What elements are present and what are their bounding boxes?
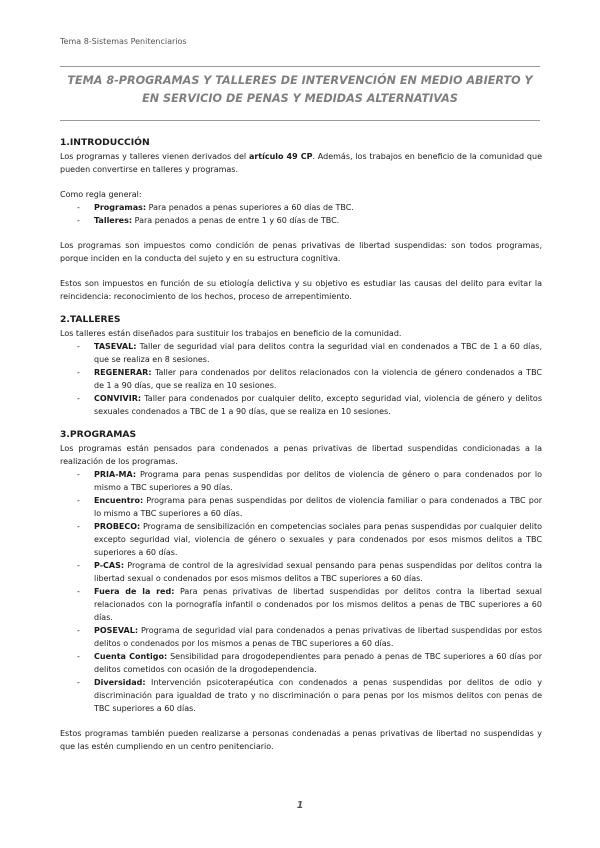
- list-item: - PROBECO: Programa de sensibilización en competencias sociales para penas suspendidas por cualquier delito excepto seguridad vial, violencia de género o sexuales y para condenados por esos mismos delitos a TBC superiores a 60 días.: [60, 520, 542, 559]
- programas-closing: Estos programas también pueden realizarse a personas condenadas a penas privativas de libertad no suspendidas y que las estén cumpliendo en un centro penitenciario.: [60, 729, 542, 751]
- title-bottom-rule: [60, 120, 540, 121]
- list-item: - Encuentro: Programa para penas suspendidas por delitos de violencia familiar o para condenados a TBC por lo mismo a TBC superiores a 60 días.: [60, 494, 542, 520]
- talleres-intro: Los talleres están diseñados para sustituir los trabajos en beneficio de la comunidad.: [60, 329, 402, 338]
- programas-list: [60, 468, 542, 715]
- list-item: - P-CAS: Programa de control de la agresividad sexual pensando para penas suspendidas por delitos contra la libertad sexual o condenados por esos mismos delitos a TBC superiores a 60 días.: [60, 559, 542, 585]
- page-number: 1: [296, 800, 304, 811]
- intro-paragraph-1: Los programas y talleres vienen derivados del artículo 49 CP. Además, los trabajos en beneficio de la comunidad que pueden convertirse en talleres y programas.: [60, 152, 542, 174]
- list-item: - TASEVAL: Taller de seguridad vial para delitos contra la seguridad vial en condenados a TBC de 1 a 60 días, que se realiza en 8 sesiones.: [60, 340, 542, 366]
- section-heading-programas: 3.PROGRAMAS: [60, 429, 137, 440]
- talleres-list: [60, 340, 542, 418]
- list-item: - REGENERAR: Taller para condenados por delitos relacionados con la violencia de género condenados a TBC de 1 a 90 días, que se realiza en 10 sesiones.: [60, 366, 542, 392]
- list-item: - Fuera de la red: Para penas privativas de libertad suspendidas por delitos contra la libertad sexual relacionados con la pornografía infantil o condenados por los mismos delitos a penas de TBC superiores a 60 días.: [60, 585, 542, 624]
- title-top-rule: [60, 66, 540, 67]
- document-title-line-1: TEMA 8-PROGRAMAS Y TALLERES DE INTERVENCIÓN EN MEDIO ABIERTO Y: [67, 74, 533, 87]
- list-item: - Programas: Para penados a penas superiores a 60 días de TBC.: [60, 201, 542, 214]
- document-title-line-2: EN SERVICIO DE PENAS Y MEDIDAS ALTERNATIVAS: [142, 92, 458, 105]
- list-item: - CONVIVIR: Taller para condenados por cualquier delito, excepto seguridad vial, violencia de género y delitos sexuales condenados a TBC de 1 a 90 días, que se realiza en 10 sesiones.: [60, 392, 542, 418]
- intro-list: [60, 201, 542, 227]
- list-item: - Talleres: Para penados a penas de entre 1 y 60 días de TBC.: [60, 214, 542, 227]
- section-heading-talleres: 2.TALLERES: [60, 314, 121, 325]
- document-body: [60, 136, 542, 753]
- list-item: - Diversidad: Intervención psicoterapéutica con condenados a penas suspendidas por delitos de odio y discriminación para igualdad de trato y no discriminación o para penas por los mismos delitos con penas de TBC superiores a 60 días.: [60, 676, 542, 715]
- intro-regla-general: Como regla general:: [60, 190, 142, 199]
- article-reference: artículo 49 CP: [248, 152, 313, 161]
- section-heading-introduccion: 1.INTRODUCCIÓN: [60, 137, 150, 148]
- programas-intro: Los programas están pensados para condenados a penas privativas de libertad suspendidas condicionadas a la realización de los programas.: [60, 444, 542, 466]
- document-title: [60, 72, 540, 108]
- intro-paragraph-2: Los programas son impuestos como condición de penas privativas de libertad suspendidas: son todos programas, porque inciden en la conducta del sujeto y en su estructura cognitiva.: [60, 241, 542, 263]
- running-header: Tema 8-Sistemas Penitenciarios: [60, 37, 187, 46]
- list-item: - PRIA-MA: Programa para penas suspendidas por delitos de violencia de género o para condenados por lo mismo a TBC superiores a 90 días.: [60, 468, 542, 494]
- list-item: - POSEVAL: Programa de seguridad vial para condenados a penas privativas de libertad suspendidas por estos delitos o condenados por los mismos a penas de TBC superiores a 60 días.: [60, 624, 542, 650]
- intro-paragraph-3: Estos son impuestos en función de su etiología delictiva y su objetivo es estudiar las causas del delito para evitar la reincidencia: reconocimiento de los hechos, proceso de arrepentimiento.: [60, 279, 542, 301]
- list-item: - Cuenta Contigo: Sensibilidad para drogodependientes para penado a penas de TBC superiores a 60 días por delitos cometidos con ocasión de la drogodependencia.: [60, 650, 542, 676]
